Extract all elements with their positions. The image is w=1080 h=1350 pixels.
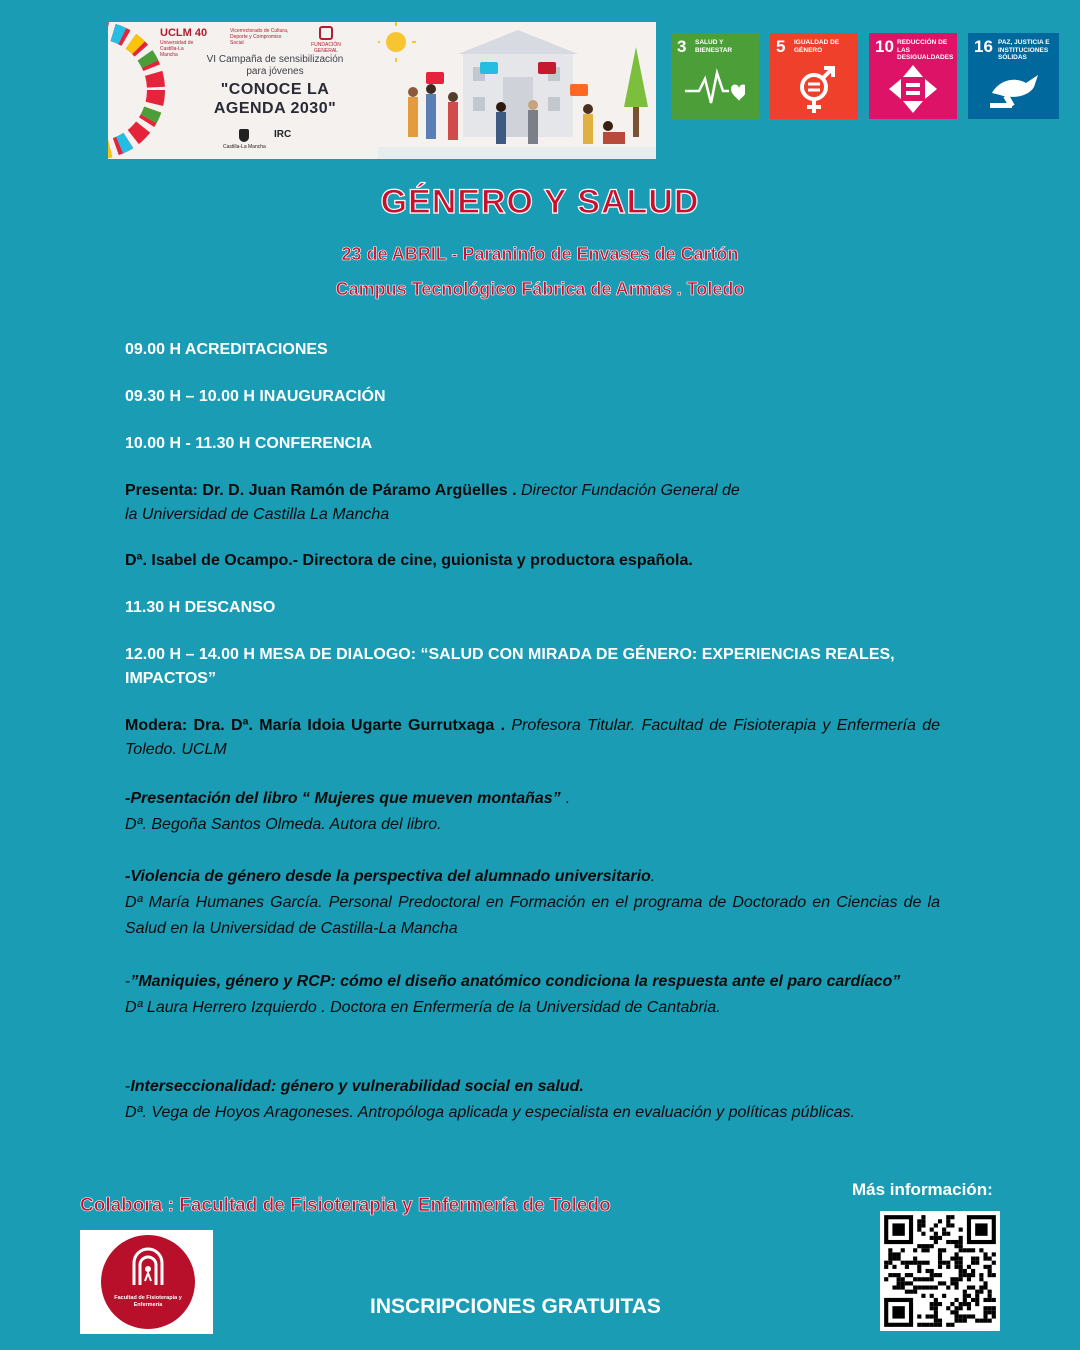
sdg-16-number: 16 (974, 37, 993, 56)
schedule-acreditaciones-text: 09.00 H ACREDITACIONES (125, 341, 328, 358)
presenter-role-1: Director Fundación General de (516, 482, 740, 499)
vicerrectorado-label: Vicerrectorado de Cultura, Deporte y Compromiso Social (230, 28, 289, 46)
uclm-logo: UCLM 40 (160, 27, 208, 39)
dove-gavel-icon (982, 63, 1044, 113)
presenter-role-2: la Universidad de Castilla La Mancha (125, 506, 390, 523)
sdg-10-number: 10 (875, 37, 894, 56)
sdg-10-tile (869, 33, 957, 119)
sdg-16-label: PAZ, JUSTICIA E INSTITUCIONES SÓLIDAS (998, 39, 1050, 61)
sdg-wheel-icon (108, 22, 168, 159)
talk-2-title-line (125, 864, 940, 890)
faculty-logo-text: Facultad de Fisioterapia y Enfermería (114, 1295, 182, 1308)
event-title: GÉNERO Y SALUD (380, 183, 700, 221)
sdg-5-number: 5 (776, 37, 786, 56)
talk-1-suffix: . (560, 790, 570, 807)
gender-equality-icon (784, 63, 844, 115)
talk-3-title-line (125, 969, 940, 995)
sdg-5-tile (770, 33, 858, 119)
event-campus: Campus Tecnológico Fábrica de Armas . Toledo (335, 279, 745, 299)
collaborator-label: Colabora : Facultad de Fisioterapia y Enfermería de Toledo (80, 1195, 611, 1216)
campaign-line-2: para jóvenes (246, 66, 304, 77)
talk-4-title: Interseccionalidad: género y vulnerabilidad social en salud. (130, 1078, 584, 1095)
talk-1-title: -Presentación del libro “ Mujeres que mueven montañas” (125, 790, 561, 807)
fundacion-logo (306, 26, 346, 54)
talk-3-speaker: Dª Laura Herrero Izquierdo . Doctora en Enfermería de la Universidad de Cantabria. (125, 999, 721, 1016)
talk-3 (125, 969, 940, 1021)
talk-2 (125, 864, 940, 942)
faculty-logo-circle (101, 1235, 195, 1329)
talk-3-prefix: - (125, 973, 131, 990)
speaker-text: Dª. Isabel de Ocampo.- Directora de cine, guionista y productora española. (125, 552, 693, 569)
schedule-inauguracion-text: 09.30 H – 10.00 H INAUGURACIÓN (125, 388, 386, 405)
uclm-subtitle: Universidad de Castilla-La Mancha (160, 40, 194, 58)
schedule-acreditaciones (125, 338, 940, 362)
schedule-mesa-text: 12.00 H – 14.00 H MESA DE DIALOGO: “SALUD CON MIRADA DE GÉNERO: EXPERIENCIAS REALES, IMPACTOS” (125, 646, 895, 687)
qr-code[interactable] (880, 1211, 1000, 1331)
campaign-headline (186, 80, 364, 118)
talk-4-speaker: Dª. Vega de Hoyos Aragoneses. Antropóloga aplicada y especialista en evaluación y políticas públicas. (125, 1104, 855, 1121)
talk-4 (125, 1074, 940, 1126)
talk-3-title: ”Maniquies, género y RCP: cómo el diseño anatómico condiciona la respuesta ante el paro cardíaco” (130, 973, 901, 990)
presenter-block (125, 479, 940, 527)
presenter-name: Presenta: Dr. D. Juan Ramón de Páramo Argüelles . (125, 482, 517, 499)
free-registration-label: INSCRIPCIONES GRATUITAS (370, 1295, 661, 1318)
moderator-block (125, 714, 940, 762)
sdg-10-label: REDUCCIÓN DE LAS DESIGUALDADES (897, 39, 954, 61)
fundacion-label: FUNDACIÓN GENERAL (311, 42, 341, 54)
faculty-emblem-icon (101, 1235, 195, 1295)
schedule-descanso (125, 596, 940, 620)
presenter-line-1 (125, 479, 940, 503)
sdg-3-tile (671, 33, 759, 119)
sdg-5-label: IGUALDAD DE GÉNERO (794, 39, 840, 54)
talk-2-suffix: . (650, 868, 656, 885)
talk-2-title: -Violencia de género desde la perspectiva del alumnado universitario (125, 868, 651, 885)
schedule-inauguracion (125, 385, 940, 409)
irc-logo: IRC (274, 129, 292, 140)
schedule-conferencia (125, 432, 940, 456)
schedule-conferencia-text: 10.00 H - 11.30 H CONFERENCIA (125, 435, 373, 452)
campaign-banner (108, 22, 656, 159)
campaign-line-1: VI Campaña de sensibilización (206, 54, 344, 65)
jccm-logo (223, 129, 266, 150)
talk-1 (125, 786, 940, 838)
talk-2-speaker: Dª María Humanes García. Personal Predoctoral en Formación en el programa de Doctorado en Ciencias de la Salud en la Universidad de Castilla-La Mancha (125, 894, 940, 937)
sdg-3-number: 3 (677, 37, 687, 56)
sdg-16-tile (968, 33, 1059, 119)
talk-4-prefix: - (125, 1078, 131, 1095)
jccm-label: Castilla-La Mancha (223, 144, 266, 150)
event-date-place: 23 de ABRIL - Paraninfo de Envases de Cartón (341, 244, 739, 264)
moderator-role: Profesora Titular. Facultad de Fisioterapia y Enfermería de Toledo. UCLM (125, 717, 941, 758)
reduced-inequalities-icon (883, 63, 943, 115)
heartbeat-icon (685, 63, 745, 113)
talk-1-title-line (125, 786, 940, 812)
headline-line-1: "CONOCE LA (220, 81, 330, 98)
more-info-label: Más información: (852, 1180, 993, 1199)
sdg-3-label: SALUD Y BIENESTAR (695, 39, 733, 54)
moderator-name: Modera: Dra. Dª. María Idoia Ugarte Gurrutxaga . (125, 717, 506, 734)
schedule-mesa (125, 643, 940, 691)
moderator-text (125, 714, 940, 762)
fundacion-icon (319, 26, 333, 40)
talk-1-speaker: Dª. Begoña Santos Olmeda. Autora del libro. (125, 816, 442, 833)
campaign-illustration (378, 22, 656, 159)
qr-code-icon (880, 1211, 1000, 1331)
schedule-descanso-text: 11.30 H DESCANSO (125, 599, 276, 616)
faculty-logo (80, 1230, 213, 1334)
jccm-shield-icon (239, 129, 249, 142)
talk-4-title-line (125, 1074, 940, 1100)
speaker-block (125, 549, 940, 573)
headline-line-2: AGENDA 2030" (213, 100, 337, 117)
campaign-text (186, 54, 364, 78)
